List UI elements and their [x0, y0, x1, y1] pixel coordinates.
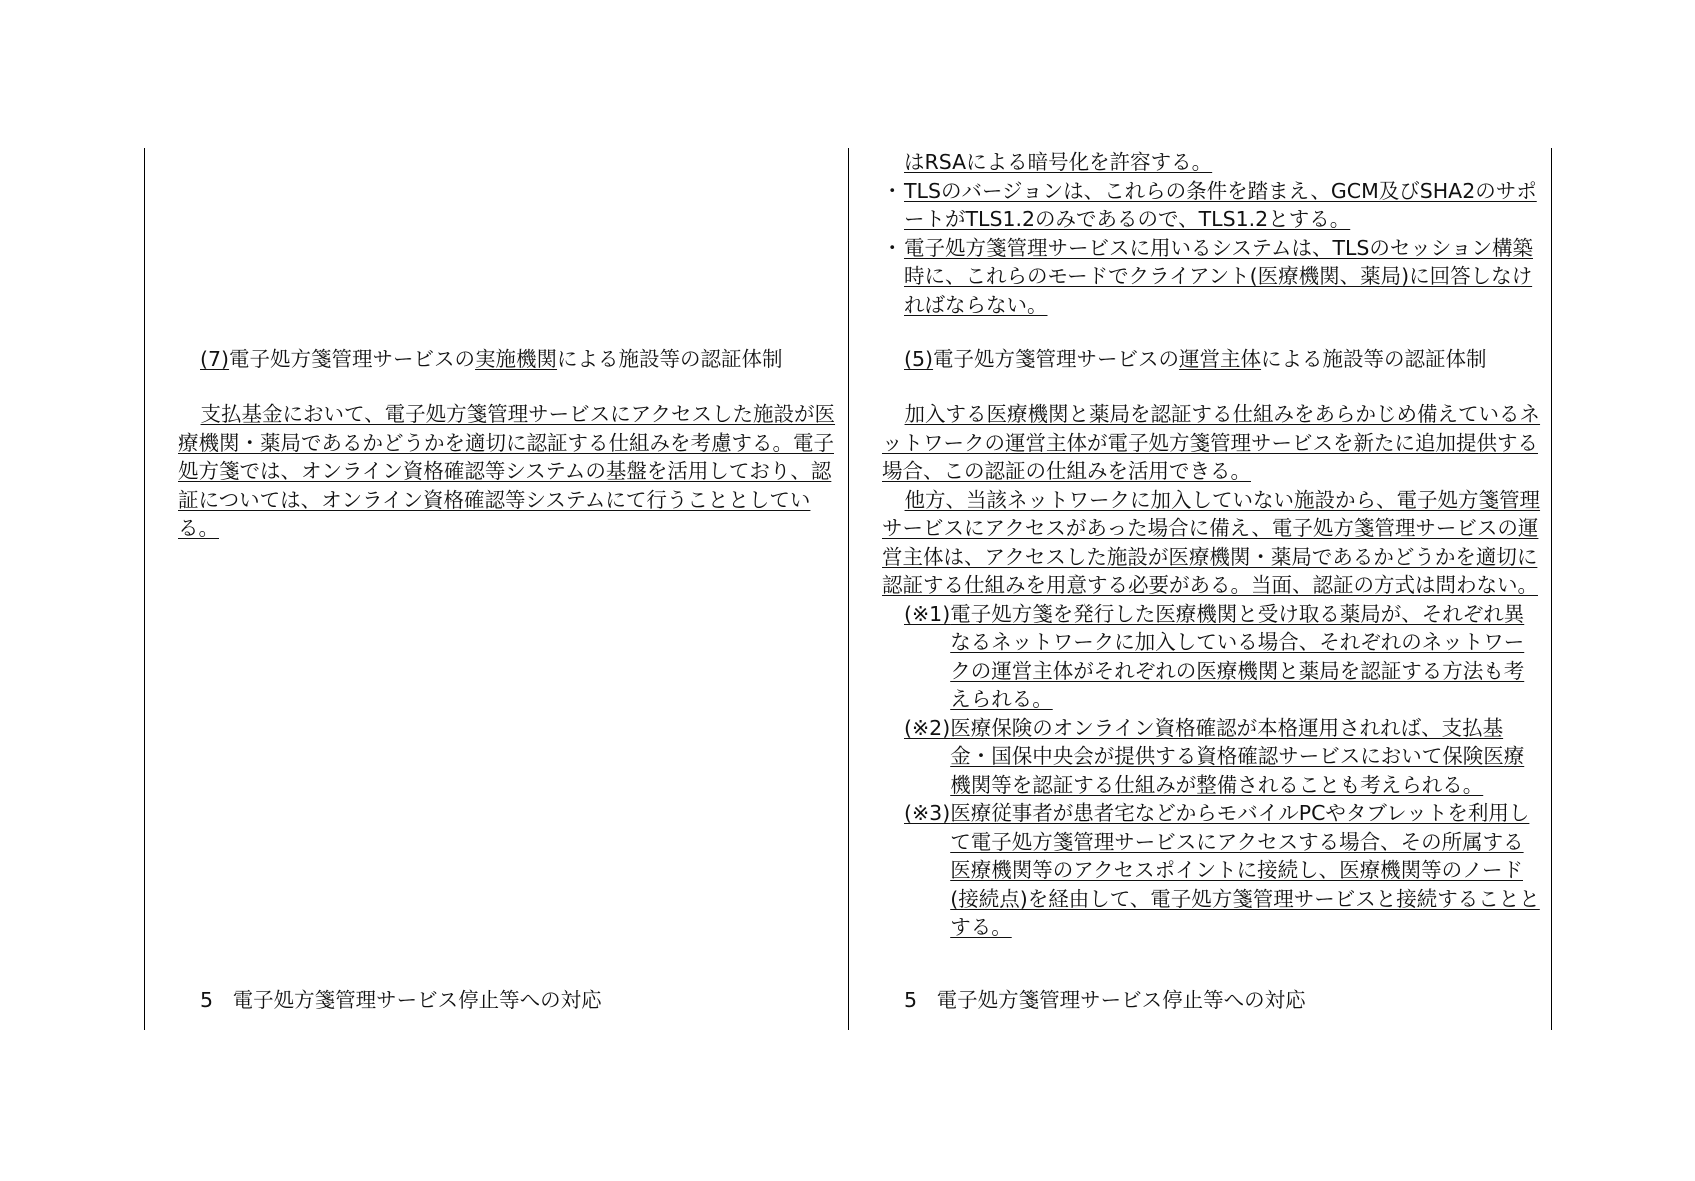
- bullet-mark: ・: [882, 178, 903, 203]
- right-border-line: [1551, 148, 1552, 1030]
- right-heading-number: (5): [904, 347, 934, 371]
- bullet-item: [882, 177, 1542, 234]
- right-section-number: 5: [904, 988, 918, 1012]
- left-heading-number: (7): [200, 347, 230, 371]
- note-mark: (※3): [904, 801, 951, 825]
- note-item: [904, 714, 1542, 800]
- bullet-text: 電子処方箋管理サービスに用いるシステムは、TLSのセッション構築時に、これらのモードでクライアント(医療機関、薬局)に回答しなければならない。: [904, 235, 1533, 317]
- right-heading-text-a: 電子処方箋管理サービスの: [933, 347, 1180, 371]
- right-top-block: [882, 148, 1542, 319]
- left-border-line: [144, 148, 145, 1030]
- note-item: [904, 600, 1542, 714]
- left-section-number: 5: [200, 988, 214, 1012]
- bullet-item: [882, 234, 1542, 320]
- right-paragraph-2: 他方、当該ネットワークに加入していない施設から、電子処方箋管理サービスにアクセスがあった場合に備え、電子処方箋管理サービスの運営主体は、アクセスした施設が医療機関・薬局であるかどうかを適切に認証する仕組みを用意する必要がある。当面、認証の方式は問わない。: [882, 487, 1541, 597]
- right-heading-underlined: 運営主体: [1179, 347, 1262, 371]
- left-section-heading: [200, 986, 602, 1014]
- left-paragraph: 支払基金において、電子処方箋管理サービスにアクセスした施設が医療機関・薬局であるかどうかを適切に認証する仕組みを考慮する。電子処方箋では、オンライン資格確認等システムの基盤を活用しており、認証については、オンライン資格確認等システムにて行うこととしている。: [178, 402, 836, 540]
- left-section-title: 電子処方箋管理サービス停止等への対応: [232, 988, 602, 1012]
- left-heading-underlined: 実施機関: [475, 347, 558, 371]
- bullet-text: TLSのバージョンは、これらの条件を踏まえ、GCM及びSHA2のサポートがTLS1.2のみであるので、TLS1.2とする。: [904, 178, 1537, 231]
- right-heading-text-b: による施設等の認証体制: [1261, 347, 1487, 371]
- right-section-heading: [904, 986, 1306, 1014]
- note-mark: (※2): [904, 715, 951, 740]
- left-heading-text-a: 電子処方箋管理サービスの: [229, 347, 476, 371]
- note-text: 電子処方箋を発行した医療機関と受け取る薬局が、それぞれ異なるネットワークに加入している場合、それぞれのネットワークの運営主体がそれぞれの医療機関と薬局を認証する方法も考えられる。: [950, 601, 1525, 711]
- note-mark: (※1): [904, 601, 951, 626]
- center-divider-line: [848, 148, 849, 1030]
- right-section-title: 電子処方箋管理サービス停止等への対応: [936, 988, 1306, 1012]
- note-text: 医療保険のオンライン資格確認が本格運用されれば、支払基金・国保中央会が提供する資格確認サービスにおいて保険医療機関等を認証する仕組みが整備されることも考えられる。: [950, 715, 1525, 797]
- right-paragraph-1: 加入する医療機関と薬局を認証する仕組みをあらかじめ備えているネットワークの運営主体が電子処方箋管理サービスを新たに追加提供する場合、この認証の仕組みを活用できる。: [882, 402, 1541, 483]
- left-heading-text-b: による施設等の認証体制: [557, 347, 783, 371]
- bullet-mark: ・: [882, 235, 903, 260]
- right-body: [882, 400, 1542, 942]
- left-body: [178, 400, 838, 543]
- right-top-line: はRSAによる暗号化を許容する。: [904, 150, 1213, 174]
- note-item: [904, 799, 1542, 942]
- right-heading: [904, 345, 1487, 373]
- left-heading: [200, 345, 783, 373]
- note-text: 医療従事者が患者宅などからモバイルPCやタブレットを利用して電子処方箋管理サービスにアクセスする場合、その所属する医療機関等のアクセスポイントに接続し、医療機関等のノード(接続点)を経由して、電子処方箋管理サービスと接続することとする。: [950, 801, 1540, 939]
